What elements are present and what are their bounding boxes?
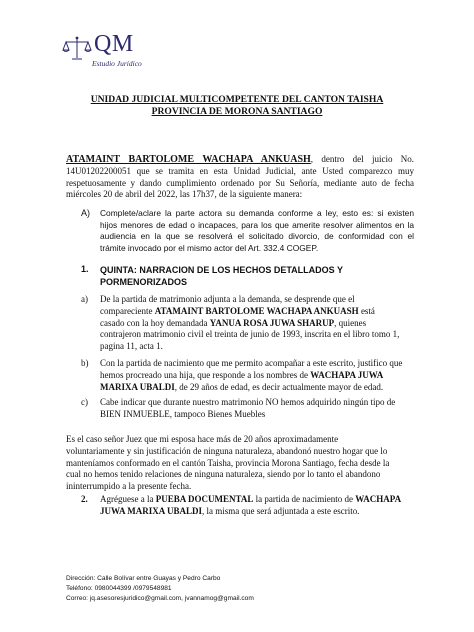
item-c-marker: c) — [81, 397, 88, 407]
intro-line-4: miércoles 20 de abril del 2022, las 17h37, de la siguiente manera: — [66, 189, 303, 200]
item-a-marker: a) — [81, 294, 88, 304]
footer-address: Dirección: Calle Bolívar entre Guayas y Pedro Carbo — [66, 575, 221, 582]
item-A-marker: A) — [81, 208, 90, 218]
intro-paragraph — [66, 154, 414, 201]
item-b-text: Con la partida de nacimiento que me permito acompañar a este escrito, justifico que hemos procreado una hija, que responde a los nombres de WACHAPA JUWA MARIXA UBALDI, de 29 años de edad, es decir actualmente mayor de edad. — [100, 358, 403, 392]
intro-line-1: ATAMAINT BARTOLOME WACHAPA ANKUASH, dentro del juicio No. — [66, 154, 415, 165]
documentary-evidence-label: PUEBA DOCUMENTAL — [155, 494, 254, 504]
item-b-marker: b) — [81, 358, 89, 368]
closing-paragraph: Es el caso señor Juez que mi esposa hace más de 20 años aproximadamente voluntariamente y sin justificación de ninguna naturaleza, abandonó nuestro hogar que lo manteníamos conformado en el cantón Taisha, provincia Morona Santiago, fecha desde la cual no hemos tenido relaciones de ninguna naturaleza, siendo por lo tanto el abandono ininterrumpido a la presente fecha. — [66, 434, 390, 492]
section-1-marker: 1. — [81, 264, 89, 274]
footer-email: Correo: jq.asesoresjuridico@gmail.com, jvannamog@gmail.com — [66, 595, 254, 602]
daughter-name-part2: MARIXA UBALDI — [100, 381, 175, 392]
daughter-name-part1: WACHAPA JUWA — [310, 369, 384, 380]
plaintiff-name: ATAMAINT BARTOLOME WACHAPA ANKUASH — [154, 305, 359, 316]
scales-of-justice-icon — [62, 36, 92, 62]
item-a-text: De la partida de matrimonio adjunta a la demanda, se desprende que el compareciente ATAMAINT BARTOLOME WACHAPA ANKUASH está casado con la hoy demandada YANUA ROSA JUWA SHARUP, quienes contrajeron matrimonio civil el treinta de junio de 1993, inscrita en el libro tomo 1, pagina 11, acta 1. — [100, 294, 400, 352]
defendant-name: YANUA ROSA JUWA SHARUP — [209, 317, 335, 328]
footer-phone: Teléfono: 0980044399 /0979548981 — [66, 585, 172, 592]
item-2-marker: 2. — [81, 494, 88, 504]
logo-tagline: Estudio Jurídico — [92, 59, 142, 68]
intro-line-3: respetuosamente y dando cumplimiento ordenado por Su Señoría, mediante auto de fecha — [66, 177, 414, 188]
item-c-text: Cabe indicar que durante nuestro matrimonio NO hemos adquirido ningún tipo de BIEN INMUEBLE, tampoco Bienes Muebles — [100, 397, 396, 419]
intro-line-2: 14U01202200051 que se tramita en esta Unidad Judicial, ante Usted comparezco muy — [66, 165, 414, 176]
firm-logo — [62, 30, 172, 70]
court-heading-line2: PROVINCIA DE MORONA SANTIAGO — [151, 106, 323, 117]
intro-name: ATAMAINT BARTOLOME WACHAPA ANKUASH — [66, 154, 311, 165]
logo-initials: QM — [94, 31, 134, 57]
section-1-title: QUINTA: NARRACION DE LOS HECHOS DETALLADOS Y PORMENORIZADOS — [100, 265, 344, 287]
item-A-text: Complete/aclare la parte actora su demanda conforme a ley, esto es: si existen hijos menores de edad o incapaces, para los que amerite resolver alimentos en la audiencia en la que se resolverá el solicitado divorcio, de conformidad con el trámite invocado por el mismo actor del Art. 332.4 COGEP. — [100, 208, 414, 253]
item-2-text: Agréguese a la PUEBA DOCUMENTAL la partida de nacimiento de WACHAPA JUWA MARIXA UBALDI, la misma que será adjuntada a este escrito. — [100, 494, 402, 516]
court-heading-line1: UNIDAD JUDICIAL MULTICOMPETENTE DEL CANTON TAISHA — [90, 94, 384, 105]
